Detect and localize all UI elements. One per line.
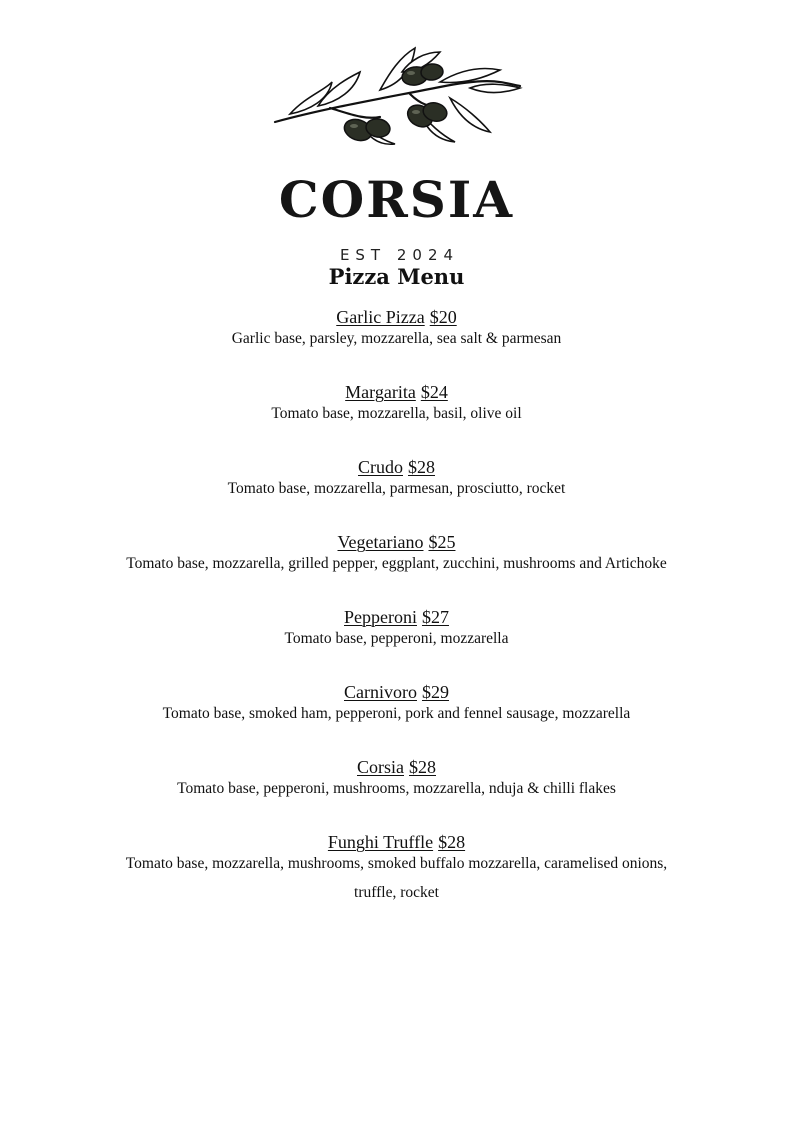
- menu-item-name: Vegetariano: [337, 532, 424, 552]
- menu-item: [100, 830, 693, 907]
- menu-item-name: Corsia: [357, 757, 404, 777]
- menu-item-description: Tomato base, mozzarella, parmesan, prosciutto, rocket: [227, 480, 566, 497]
- menu-item-name: Carnivoro: [344, 682, 417, 702]
- menu-items-list: [100, 305, 693, 934]
- menu-item: [100, 755, 693, 803]
- established-line: EST 2024: [339, 246, 460, 264]
- menu-item-description: Tomato base, mozzarella, grilled pepper, eggplant, zucchini, mushrooms and Artichoke: [126, 555, 667, 572]
- menu-item-price: $28: [408, 457, 435, 477]
- menu-item-name: Garlic Pizza: [336, 307, 425, 327]
- menu-item-description: Tomato base, mozzarella, mushrooms, smoked buffalo mozzarella, caramelised onions, truffle, rocket: [125, 855, 668, 901]
- menu-item-price: $29: [421, 682, 449, 702]
- brand-name: CORSIA: [278, 170, 515, 229]
- menu-title: Pizza Menu: [328, 264, 465, 289]
- menu-item-price: $25: [428, 532, 456, 552]
- menu-item-price: $27: [421, 607, 449, 627]
- menu-item: [100, 605, 693, 653]
- menu-item: [100, 305, 693, 353]
- menu-item-name: Margarita: [345, 382, 416, 402]
- menu-item-price: $28: [438, 832, 466, 852]
- menu-item-description: Tomato base, pepperoni, mushrooms, mozzarella, nduja & chilli flakes: [177, 780, 616, 797]
- olive-branch-icon: [270, 42, 525, 152]
- menu-item-description: Tomato base, pepperoni, mozzarella: [284, 630, 509, 647]
- menu-item-name: Pepperoni: [344, 607, 417, 627]
- menu-item-description: Tomato base, mozzarella, basil, olive oil: [271, 405, 522, 422]
- menu-item: [100, 380, 693, 428]
- menu-item-name: Funghi Truffle: [327, 832, 434, 852]
- menu-item-description: Tomato base, smoked ham, pepperoni, pork and fennel sausage, mozzarella: [162, 705, 631, 722]
- menu-item-price: $20: [429, 307, 457, 327]
- menu-item-price: $24: [420, 382, 448, 402]
- menu-item-price: $28: [409, 757, 436, 777]
- menu-item: [100, 455, 693, 503]
- menu-item: [100, 680, 693, 728]
- menu-item-description: Garlic base, parsley, mozzarella, sea salt & parmesan: [231, 330, 562, 347]
- menu-item: [100, 530, 693, 578]
- menu-item-name: Crudo: [358, 457, 403, 477]
